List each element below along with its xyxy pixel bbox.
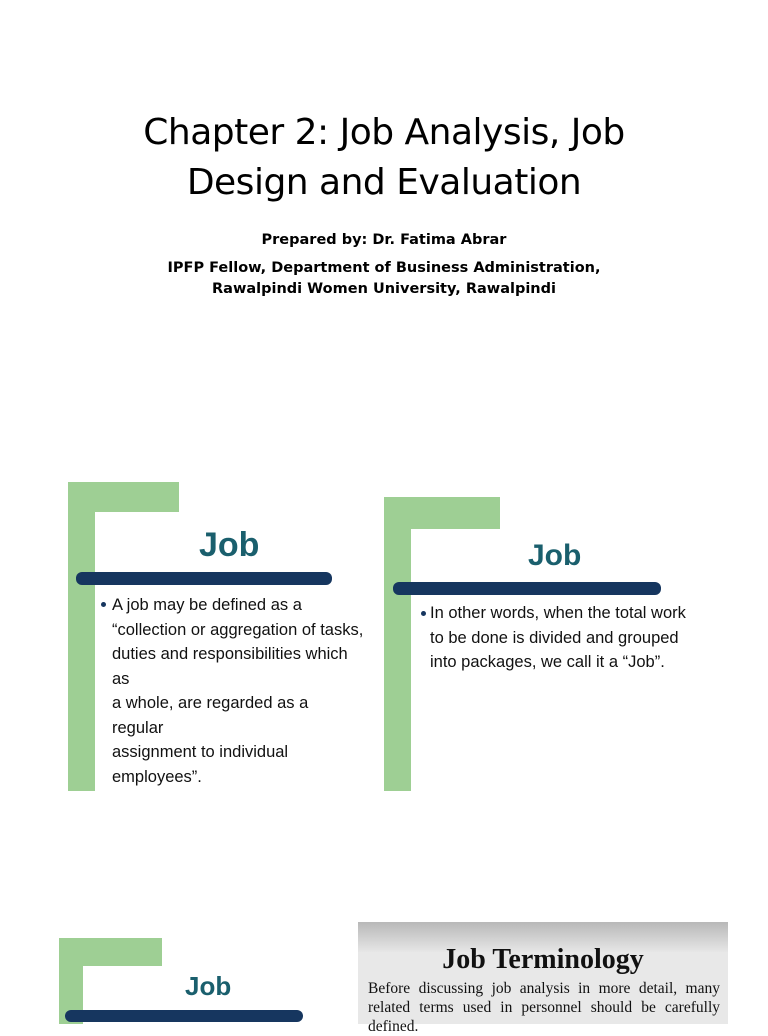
slide-body-line: into packages, we call it a “Job”. [430, 653, 665, 671]
slide-body-line: In other words, when the total work [430, 604, 686, 622]
terminology-title: Job Terminology [442, 944, 644, 975]
slide-thumbnail-job-3 [59, 938, 319, 1024]
slide-title-bar [393, 582, 661, 595]
slide-accent-left [384, 497, 411, 791]
slide-body-line: A job may be defined as a [112, 596, 302, 614]
title-line-1: Chapter 2: Job Analysis, Job [143, 112, 625, 153]
prepared-by: Prepared by: Dr. Fatima Abrar [261, 232, 507, 248]
slide-title-bar [76, 572, 332, 585]
slide-body-line: to be done is divided and grouped [430, 628, 679, 647]
page-title [0, 108, 768, 208]
slide-thumbnail-job-packages [384, 497, 704, 791]
slide-accent-left [68, 482, 95, 791]
terminology-text: Before discussing job analysis in more detail, many related terms used in personnel should be carefully defined. [368, 980, 720, 1035]
slide-title: Job [528, 539, 582, 572]
bullet-icon [101, 602, 106, 607]
affiliation-line-1: IPFP Fellow, Department of Business Administration, [167, 260, 601, 276]
slide-title: Job [185, 971, 232, 1001]
slide-body [430, 601, 700, 675]
job-terminology-excerpt [358, 922, 728, 1035]
slide-body-line: “collection or aggregation of tasks, [112, 620, 364, 639]
slide-title-bar [65, 1010, 303, 1022]
affiliation-line-2: Rawalpindi Women University, Rawalpindi [212, 281, 556, 297]
slide-thumbnail-job-definition [68, 482, 368, 791]
slide-body-line: duties and responsibilities which as [112, 645, 348, 688]
title-line-2: Design and Evaluation [186, 162, 582, 203]
slide-title: Job [199, 526, 260, 564]
slide-body-line: assignment to individual [112, 743, 289, 761]
slide-body [112, 593, 364, 789]
slide-body-line: a whole, are regarded as a regular [112, 694, 309, 737]
bullet-icon [421, 611, 426, 616]
slide-body-line: employees”. [112, 767, 202, 786]
